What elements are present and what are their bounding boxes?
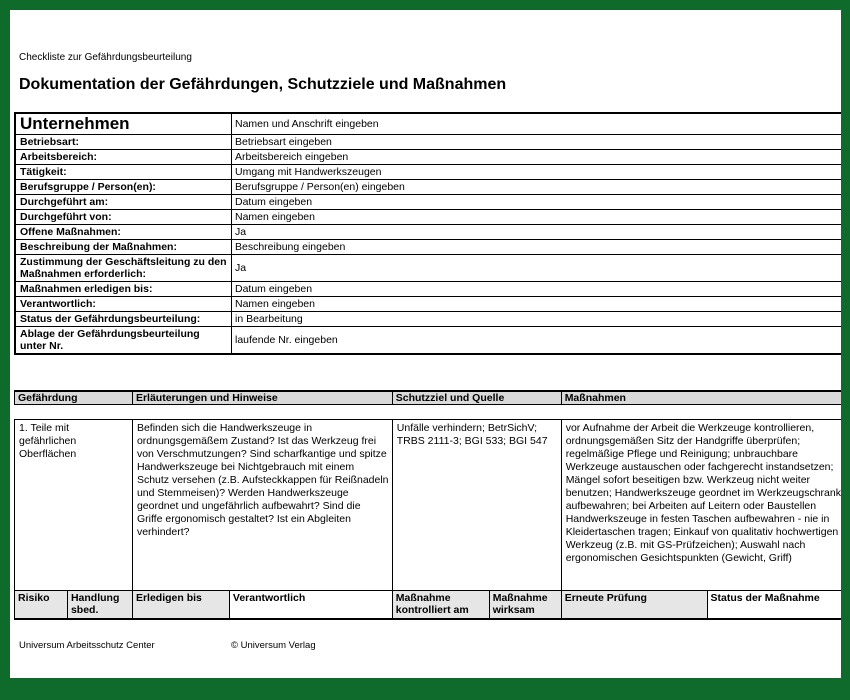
info-value[interactable]: in Bearbeitung [232,312,842,327]
info-value[interactable]: Betriebsart eingeben [232,135,842,150]
info-value[interactable]: Ja [232,255,842,282]
column-header-risiko: Risiko [15,591,68,620]
column-header-schutzziel: Schutzziel und Quelle [392,391,561,405]
info-row [15,113,841,135]
info-value[interactable]: Ja [232,225,842,240]
document-title: Dokumentation der Gefährdungen, Schutzziele und Maßnahmen [19,76,507,93]
document-sheet [10,10,841,678]
info-label: Durchgeführt von: [15,210,232,225]
checklist-subtitle: Checkliste zur Gefährdungsbeurteilung [19,52,192,63]
info-row [15,225,841,240]
info-label: Verantwortlich: [15,297,232,312]
cell-schutzziel[interactable]: Unfälle verhindern; BetrSichV; TRBS 2111-3; BGI 533; BGI 547 [392,420,561,591]
info-row [15,195,841,210]
info-row [15,150,841,165]
info-label: Tätigkeit: [15,165,232,180]
column-header-status: Status der Maßnahme [707,591,841,620]
spacer-row [15,405,842,420]
footer-copyright: © Universum Verlag [231,640,316,651]
column-header-verantwortlich: Verantwortlich [229,591,392,620]
info-label: Betriebsart: [15,135,232,150]
info-label: Zustimmung der Geschäftsleitung zu den Maßnahmen erforderlich: [15,255,232,282]
cell-gefaehrdung[interactable]: 1. Teile mit gefährlichen Oberflächen [15,420,133,591]
info-row [15,327,841,355]
column-header-handlungsbedarf: Handlung sbed. [67,591,132,620]
hazard-table-header [15,391,842,405]
info-row [15,240,841,255]
action-tracking-header [15,591,842,620]
footer-publisher-center: Universum Arbeitsschutz Center [19,640,155,651]
info-value[interactable]: Umgang mit Handwerkszeugen [232,165,842,180]
hazard-table [14,390,841,620]
info-value[interactable]: Namen eingeben [232,297,842,312]
column-header-massnahmen: Maßnahmen [561,391,841,405]
info-label: Offene Maßnahmen: [15,225,232,240]
info-value[interactable]: Namen eingeben [232,210,842,225]
info-value[interactable]: Beschreibung eingeben [232,240,842,255]
column-header-erledigen-bis: Erledigen bis [132,591,229,620]
info-value[interactable]: Datum eingeben [232,195,842,210]
column-header-gefaehrdung: Gefährdung [15,391,133,405]
column-header-wirksam: Maßnahme wirksam [489,591,561,620]
info-label: Ablage der Gefährdungsbeurteilung unter Nr. [15,327,232,355]
info-label: Unternehmen [15,113,232,135]
info-row [15,210,841,225]
info-row [15,297,841,312]
cell-erlaeuterungen[interactable]: Befinden sich die Handwerkszeuge in ordnungsgemäßem Zustand? Ist das Werkzeug frei von Verschmutzungen? Sind scharfkantige und spitze Handwerkszeuge bei Nichtgebrauch mit einem Schutz versehen (z.B. Aufsteckkappen für Reißnadeln und Stemmeisen)? Werden Handwerkszeuge geordnet und ungefährlich aufbewahrt? Sind die Griffe ergonomisch gestaltet? Ist ein Abgleiten verhindert? [132,420,392,591]
info-label: Beschreibung der Maßnahmen: [15,240,232,255]
info-label: Status der Gefährdungsbeurteilung: [15,312,232,327]
info-label: Durchgeführt am: [15,195,232,210]
info-row [15,255,841,282]
info-row [15,135,841,150]
column-header-erlaeuterungen: Erläuterungen und Hinweise [132,391,392,405]
column-header-erneute-pruefung: Erneute Prüfung [561,591,707,620]
info-row [15,165,841,180]
company-info-table [14,112,841,355]
info-value[interactable]: Berufsgruppe / Person(en) eingeben [232,180,842,195]
info-value[interactable]: Datum eingeben [232,282,842,297]
spacer-cell [15,405,842,420]
info-label: Berufsgruppe / Person(en): [15,180,232,195]
table-row [15,420,842,591]
info-value[interactable]: Namen und Anschrift eingeben [232,113,842,135]
info-value[interactable]: Arbeitsbereich eingeben [232,150,842,165]
info-row [15,282,841,297]
cell-massnahmen[interactable]: vor Aufnahme der Arbeit die Werkzeuge kontrollieren, ordnungsgemäßen Sitz der Handgriffe überprüfen; regelmäßige Pflege und Reinigung; unbrauchbare Werkzeuge austauschen oder fachgerecht instandsetzen; Mängel sofort beseitigen bzw. Werkzeug nicht weiter benutzen; Handwerkszeuge geordnet im Werkzeugschrank aufbewahren; bei Arbeiten auf Leitern oder Baustellen Handwerkszeuge in festen Taschen aufbewahren - nie in Kleidertaschen tragen; Einkauf von qualitativ hochwertigen Werkzeug (z.B. mit GS-Prüfzeichen); Auswahl nach ergonomischen Gesichtspunkten (Gewicht, Griff) [561,420,841,591]
column-header-kontrolliert-am: Maßnahme kontrolliert am [392,591,489,620]
info-row [15,180,841,195]
info-value[interactable]: laufende Nr. eingeben [232,327,842,355]
info-label: Arbeitsbereich: [15,150,232,165]
info-row [15,312,841,327]
info-label: Maßnahmen erledigen bis: [15,282,232,297]
